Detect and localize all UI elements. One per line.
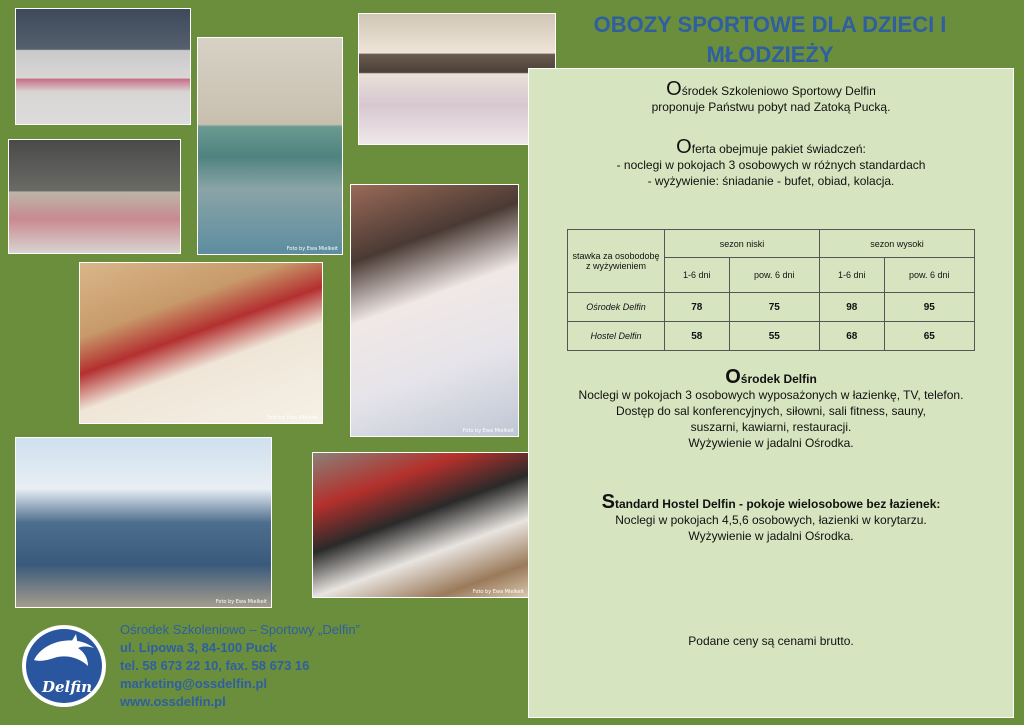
offer-item-meals: - wyżywienie: śniadanie - bufet, obiad, kolacja. xyxy=(647,174,895,188)
intro-line1: środek Szkoleniowo Sportowy Delfin xyxy=(681,84,876,98)
col-header: pow. 6 dni xyxy=(884,258,974,293)
offer-item-rooms: - noclegi w pokojach 3 osobowych w różnych standardach xyxy=(616,158,926,172)
hostel-initial: S xyxy=(601,491,615,513)
hostel-heading: tandard Hostel Delfin - pokoje wielosobowe bez łazienek: xyxy=(614,497,941,511)
dolphin-icon xyxy=(18,622,110,710)
intro-initial: O xyxy=(666,78,682,100)
table-row xyxy=(568,322,975,351)
info-panel xyxy=(528,68,1014,718)
contact-name: Ośrodek Szkoleniowo – Sportowy „Delfin” xyxy=(120,622,360,637)
price-cell: 58 xyxy=(665,322,730,351)
photo-autograph-shirt xyxy=(312,452,529,598)
photo-watermark: Foto by Ewa Mielkeit xyxy=(266,415,318,421)
osrodek-line4: Wyżywienie w jadalni Ośrodka. xyxy=(688,436,854,450)
photo-watermark: Foto by Ewa Mielkeit xyxy=(462,428,514,434)
photo-watermark: Foto by Ewa Mielkeit xyxy=(215,599,267,605)
offer-heading: ferta obejmuje pakiet świadczeń: xyxy=(691,142,866,156)
season-low-header: sezon niski xyxy=(665,230,820,258)
photo-wrestling-match xyxy=(358,13,556,145)
osrodek-heading: środek Delfin xyxy=(740,372,817,386)
hostel-section xyxy=(529,491,1013,544)
osrodek-section xyxy=(529,366,1013,451)
price-cell: 98 xyxy=(819,293,884,322)
price-cell: 75 xyxy=(729,293,819,322)
hostel-line2: Wyżywienie w jadalni Ośrodka. xyxy=(688,529,854,543)
contact-phone: tel. 58 673 22 10, fax. 58 673 16 xyxy=(120,658,310,673)
price-cell: 55 xyxy=(729,322,819,351)
table-row xyxy=(568,293,975,322)
price-cell: 68 xyxy=(819,322,884,351)
photo-watermark: Foto by Ewa Mielkeit xyxy=(472,589,524,595)
osrodek-initial: O xyxy=(725,366,741,388)
osrodek-line2: Dostęp do sal konferencyjnych, siłowni, sali fitness, sauny, xyxy=(616,404,926,418)
price-note: Podane ceny są cenami brutto. xyxy=(688,634,854,648)
contact-block xyxy=(120,621,360,711)
photo-gym-coach xyxy=(197,37,343,255)
photo-table-signing xyxy=(79,262,323,424)
hostel-line1: Noclegi w pokojach 4,5,6 osobowych, łazienki w korytarzu. xyxy=(615,513,927,527)
photo-sailing-harbor xyxy=(15,437,272,608)
row-label: Hostel Delfin xyxy=(568,322,665,351)
contact-website-link[interactable]: www.ossdelfin.pl xyxy=(120,694,226,709)
contact-email-link[interactable]: marketing@ossdelfin.pl xyxy=(120,676,268,691)
offer-section xyxy=(529,136,1013,189)
price-cell: 65 xyxy=(884,322,974,351)
offer-initial: O xyxy=(676,136,692,158)
osrodek-line3: suszarni, kawiarni, restauracji. xyxy=(690,420,852,434)
photo-wrestling-mat xyxy=(15,8,191,125)
page-title-line2: MŁODZIEŻY xyxy=(706,42,834,67)
photo-children-basketball xyxy=(350,184,519,437)
col-header: 1-6 dni xyxy=(819,258,884,293)
page-title xyxy=(560,10,980,70)
price-cell: 78 xyxy=(665,293,730,322)
row-label: Ośrodek Delfin xyxy=(568,293,665,322)
rates-table xyxy=(567,229,975,351)
logo-text: Delfin xyxy=(42,678,93,696)
osrodek-line1: Noclegi w pokojach 3 osobowych wyposażonych w łazienkę, TV, telefon. xyxy=(578,388,964,402)
price-cell: 95 xyxy=(884,293,974,322)
delfin-logo xyxy=(18,622,110,710)
intro-line2: proponuje Państwu pobyt nad Zatoką Pucką. xyxy=(651,100,891,114)
intro-section xyxy=(529,78,1013,115)
rates-corner-cell: stawka za osobodobę z wyżywieniem xyxy=(568,230,665,293)
photo-pitbull-city-event xyxy=(8,139,181,254)
col-header: pow. 6 dni xyxy=(729,258,819,293)
season-high-header: sezon wysoki xyxy=(819,230,974,258)
page-title-line1: OBOZY SPORTOWE DLA DZIECI I xyxy=(593,12,947,37)
col-header: 1-6 dni xyxy=(665,258,730,293)
photo-watermark: Foto by Ewa Mielkeit xyxy=(286,246,338,252)
contact-address: ul. Lipowa 3, 84-100 Puck xyxy=(120,640,277,655)
